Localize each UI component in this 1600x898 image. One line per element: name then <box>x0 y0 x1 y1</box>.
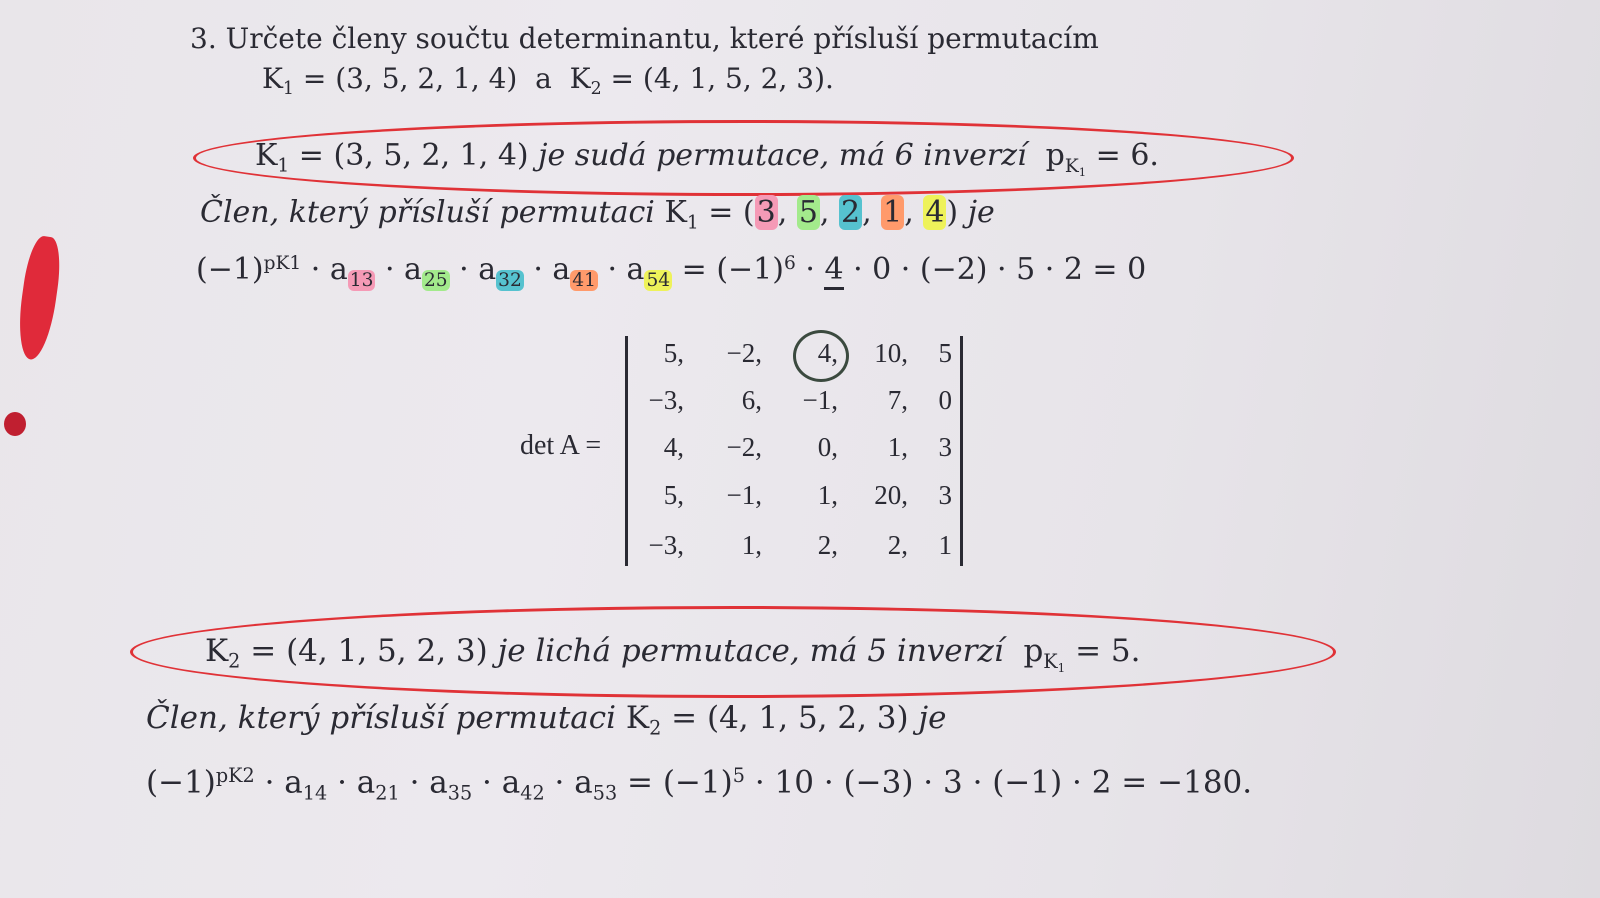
red-marker-stroke <box>14 234 65 362</box>
k1-formula: $(-1)^{pK1} \cdot a$ $_{13}$ · a $_{25}$ · a $_{32}$ · a $_{41}$ · a $_{54} = (-1)^6 \cdot 4 \cdot 0 \cdot (-2) \cdot 5 \cdot 2 = 0$ <box>196 252 1147 291</box>
det-cell: 2, <box>887 530 908 560</box>
k2-parity-line: $K_2 = (4$, 1, 5, 2, 3) je lichá permutace, má 5 inverzí $p_{K_1} = 5$. <box>205 633 1141 675</box>
det-cell: −2, <box>726 338 762 368</box>
k2-member-line: Člen, který přísluší permutaci $K_2 = (4$, 1, 5, 2, 3) je <box>146 700 947 740</box>
det-cell: −3, <box>648 385 684 415</box>
k1-member-line: Člen, který přísluší permutaci $K_1 = (3$, 5, 2, 1, 4) je <box>200 195 995 234</box>
det-cell: 7, <box>887 385 908 415</box>
det-cell: −1, <box>726 480 762 510</box>
det-cell: −3, <box>648 530 684 560</box>
det-label: det A = <box>520 430 602 461</box>
det-cell: −1, <box>802 385 838 415</box>
det-cell: 10, <box>874 338 908 368</box>
k2-formula: $(-1)^{pK2} \cdot a_{14} \cdot a_{21} \cdot a_{35} \cdot a_{42} \cdot a_{53} = (-1)^5 \cdot 10 \cdot (-3) \cdot 3 \cdot (-1) \cdot 2 = -180$. <box>146 764 1253 805</box>
k1-parity-line: $K_1 = (3$, 5, 2, 1, 4) je sudá permutace, má 6 inverzí $p_{K_1} = 6$. <box>255 138 1159 179</box>
det-cell: 5, <box>663 338 684 368</box>
det-cell: 1, <box>741 530 762 560</box>
det-cell: 0 <box>938 385 952 415</box>
det-cell: 3 <box>938 432 952 462</box>
det-cell: 2, <box>817 530 838 560</box>
det-cell: 0, <box>817 432 838 462</box>
det-cell: 5 <box>938 338 952 368</box>
task-heading: 3. Určete členy součtu determinantu, které přísluší permutacím <box>190 22 1099 55</box>
det-cell: 1 <box>938 530 952 560</box>
det-cell: 1, <box>887 432 908 462</box>
det-cell: 6, <box>741 385 762 415</box>
det-cell: 4, <box>817 338 838 368</box>
det-cell: 4, <box>663 432 684 462</box>
det-cell: 5, <box>663 480 684 510</box>
det-cell: 3 <box>938 480 952 510</box>
det-cell: 20, <box>874 480 908 510</box>
det-cell: 1, <box>817 480 838 510</box>
red-marker-dot <box>4 412 26 436</box>
det-cell: −2, <box>726 432 762 462</box>
task-permutations: $K_1 = (3$, 5, 2, 1, 4) a $K_2 = (4$, 1, 5, 2, 3). <box>262 62 834 100</box>
det-bar-right <box>960 336 963 566</box>
